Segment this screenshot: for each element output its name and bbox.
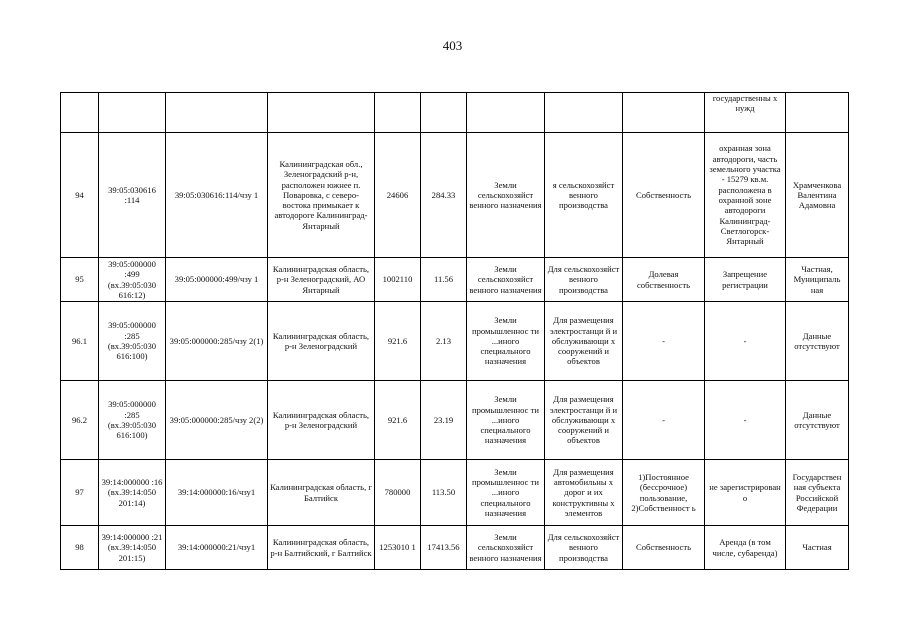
land-register-table [60,92,849,570]
cell-location: Калининградская область, р-н Зеленоградский [268,381,375,460]
cell-permitted-use: я сельскохозяйст венного производства [545,133,623,258]
cell-location: Калининградская область, г Балтийск [268,460,375,526]
cell-part-number: 39:05:000000:285/чзу 2(2) [166,381,268,460]
cell-encumbrance: охранная зона автодороги, часть земельного участка - 15279 кв.м. расположена в охранной зоне автодороги Калининград-Светлогорск-Янтарный [705,133,786,258]
cell-area: 921.6 [375,381,421,460]
cell-right-type: - [623,381,705,460]
cell-location: Калининградская область, р-н Зеленоградский, АО Янтарный [268,258,375,302]
cell-right-type: - [623,302,705,381]
table-row [61,258,849,302]
cell-land-category: Земли промышленнос ти ...иного специального назначения [467,381,545,460]
cell-location: Калининградская обл., Зеленоградский р-н, расположен южнее п. Поваровка, с северо-востока примыкает к автодороге Калининград-Янтарный [268,133,375,258]
cell-encumbrance: - [705,381,786,460]
cell-row-number [61,93,99,133]
cell-land-category [467,93,545,133]
cell-permitted-use: Для сельскохозяйст венного производства [545,526,623,570]
cell-encumbrance: - [705,302,786,381]
cell-land-category: Земли сельскохозяйст венного назначения [467,133,545,258]
cell-cadastral-number: 39:05:000000 :285 (вх.39:05:030 616:100) [99,381,166,460]
cell-part-number: 39:14:000000:21/чзу1 [166,526,268,570]
cell-right-type: 1)Постоянное (бессрочное) пользование, 2)Собственност ь [623,460,705,526]
cell-land-category: Земли сельскохозяйст венного назначения [467,258,545,302]
cell-cadastral-number: 39:14:000000 :16 (вх.39:14:050 201:14) [99,460,166,526]
cell-part-number: 39:05:030616:114/чзу 1 [166,133,268,258]
cell-row-number: 97 [61,460,99,526]
cell-owner [786,93,849,133]
cell-part-number: 39:14:000000:16/чзу1 [166,460,268,526]
cell-owner: Государствен ная субъекта Российской Федерации [786,460,849,526]
cell-area [375,93,421,133]
table-row [61,526,849,570]
cell-part-number: 39:05:000000:285/чзу 2(1) [166,302,268,381]
cell-cost: 11.56 [421,258,467,302]
cell-location [268,93,375,133]
cell-row-number: 98 [61,526,99,570]
cell-owner: Данные отсутствуют [786,302,849,381]
table-row [61,93,849,133]
cell-row-number: 95 [61,258,99,302]
cell-encumbrance: Запрещение регистрации [705,258,786,302]
cell-land-category: Земли промышленнос ти ...иного специального назначения [467,460,545,526]
cell-owner: Частная [786,526,849,570]
cell-cost: 17413.56 [421,526,467,570]
cell-owner: Храмченкова Валентина Адамовна [786,133,849,258]
cell-encumbrance: государственны х нужд [705,93,786,133]
cell-location: Калининградская область, р-н Балтийский, г Балтийск [268,526,375,570]
table-row [61,302,849,381]
cell-cost: 2.13 [421,302,467,381]
cell-row-number: 94 [61,133,99,258]
cell-row-number: 96.2 [61,381,99,460]
cell-owner: Данные отсутствуют [786,381,849,460]
cell-right-type [623,93,705,133]
table-row [61,460,849,526]
cell-part-number [166,93,268,133]
cell-right-type: Собственность [623,526,705,570]
cell-part-number: 39:05:000000:499/чзу 1 [166,258,268,302]
cell-cost [421,93,467,133]
cell-area: 1253010 1 [375,526,421,570]
cell-area: 24606 [375,133,421,258]
cell-area: 921.6 [375,302,421,381]
cell-right-type: Собственность [623,133,705,258]
cell-cadastral-number: 39:05:030616 :114 [99,133,166,258]
cell-cost: 284.33 [421,133,467,258]
cell-permitted-use [545,93,623,133]
table-row [61,381,849,460]
cell-permitted-use: Для размещения электростанци й и обслуживающи х сооружений и объектов [545,381,623,460]
table-row [61,133,849,258]
page-number: 403 [442,38,463,53]
cell-right-type: Долевая собственность [623,258,705,302]
cell-encumbrance: Аренда (в том числе, субаренда) [705,526,786,570]
cell-land-category: Земли сельскохозяйст венного назначения [467,526,545,570]
cell-encumbrance: не зарегистрирован о [705,460,786,526]
cell-permitted-use: Для размещения электростанци й и обслуживающи х сооружений и объектов [545,302,623,381]
cell-land-category: Земли промышленнос ти ...иного специального назначения [467,302,545,381]
cell-location: Калининградская область, р-н Зеленоградский [268,302,375,381]
cell-area: 1002110 [375,258,421,302]
cell-cadastral-number: 39:05:000000 :285 (вх.39:05:030 616:100) [99,302,166,381]
cell-area: 780000 [375,460,421,526]
cell-row-number: 96.1 [61,302,99,381]
cell-permitted-use: Для размещения автомобильны х дорог и их конструктивны х элементов [545,460,623,526]
cell-cost: 23.19 [421,381,467,460]
cell-cadastral-number: 39:05:000000 :499 (вх.39:05:030 616:12) [99,258,166,302]
cell-permitted-use: Для сельскохозяйст венного производства [545,258,623,302]
cell-cadastral-number [99,93,166,133]
cell-owner: Частная, Муниципаль ная [786,258,849,302]
cell-cost: 113.50 [421,460,467,526]
cell-cadastral-number: 39:14:000000 :21 (вх.39:14:050 201:15) [99,526,166,570]
